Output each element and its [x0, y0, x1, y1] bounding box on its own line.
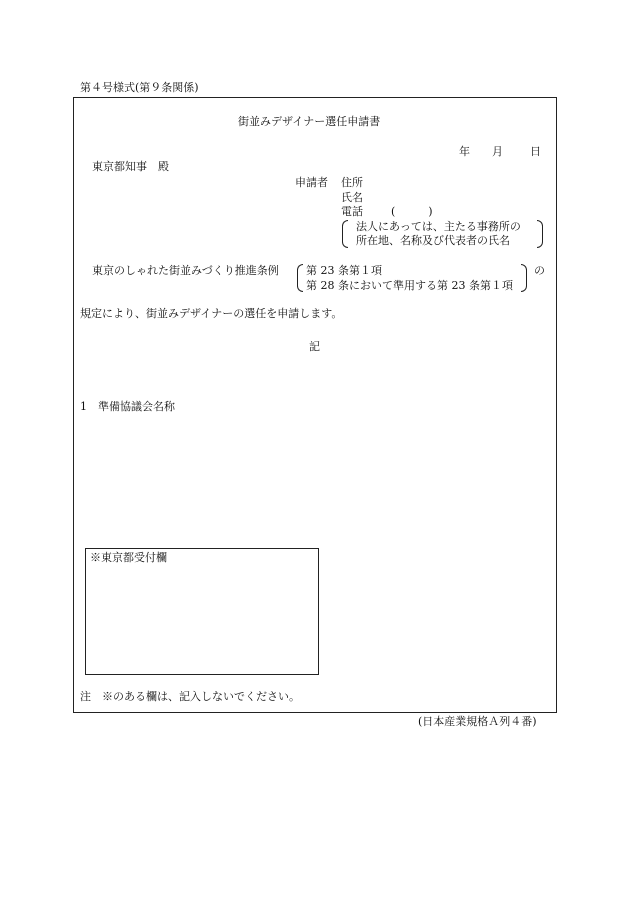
date-year: 年 [459, 145, 470, 158]
receipt-box [85, 548, 319, 675]
request-text: 規定により、街並みデザイナーの選任を申請します。 [80, 307, 343, 320]
ki-heading: 記 [309, 340, 320, 353]
paper-size: (日本産業規格Ａ列４番) [418, 715, 537, 728]
address-label: 住所 [341, 176, 363, 189]
name-label: 氏名 [341, 191, 363, 204]
ordinance-bracket-left [297, 264, 303, 292]
applicant-label: 申請者 [295, 176, 328, 189]
date-month: 月 [492, 145, 503, 158]
ordinance-option2: 第 28 条において準用する第 23 条第１項 [306, 279, 513, 292]
ordinance-option1: 第 23 条第１項 [306, 264, 382, 277]
ordinance-name: 東京のしゃれた街並みづくり推進条例 [92, 264, 279, 277]
corp-note-bracket-left [342, 220, 348, 248]
ordinance-particle: の [534, 264, 545, 277]
addressee: 東京都知事 殿 [92, 160, 169, 173]
corp-note-line1: 法人にあっては、主たる事務所の [356, 220, 521, 233]
footnote: 注 ※のある欄は、記入しないでください。 [80, 690, 300, 703]
corp-note-line2: 所在地、名称及び代表者の氏名 [356, 234, 510, 247]
form-number: 第４号様式(第９条関係) [80, 81, 199, 94]
phone-label: 電話 [341, 205, 363, 218]
corp-note-bracket-right [537, 220, 543, 248]
date-day: 日 [530, 145, 541, 158]
phone-parens: ( ) [391, 205, 433, 218]
form-title: 街並みデザイナー選任申請書 [238, 115, 381, 128]
item-council-name: 1 準備協議会名称 [80, 400, 175, 413]
ordinance-bracket-right [521, 264, 527, 292]
receipt-label: ※東京都受付欄 [90, 551, 167, 564]
